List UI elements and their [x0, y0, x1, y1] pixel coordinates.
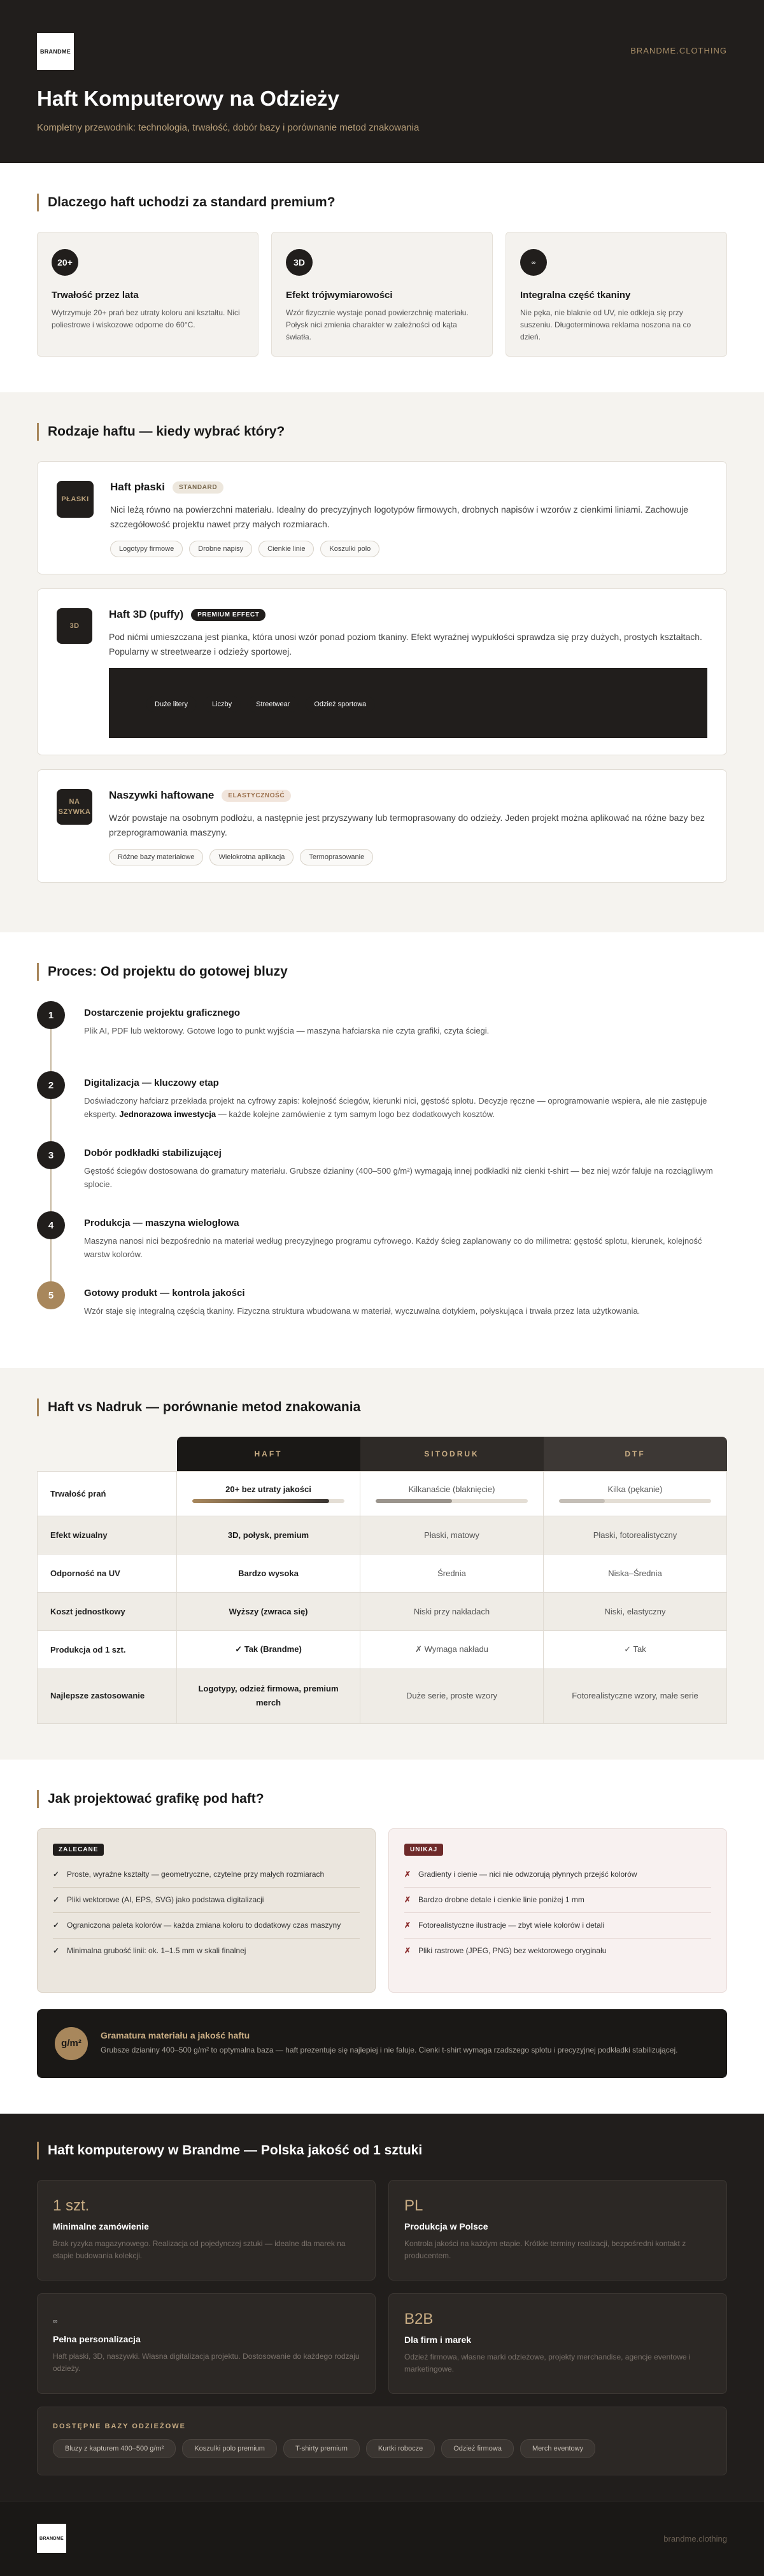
section-title: Haft vs Nadruk — porównanie metod znakowania: [37, 1398, 727, 1416]
cell: ✓ Tak (Brandme): [177, 1630, 360, 1669]
list-item: ✓ Ograniczona paleta kolorów — każda zmiana koloru to dodatkowy czas maszyny: [53, 1913, 360, 1939]
step-title: Gotowy produkt — kontrola jakości: [84, 1288, 245, 1299]
check-icon: ✓: [53, 1869, 60, 1879]
cell: Niski, elastyczny: [544, 1592, 727, 1630]
cell: Płaski, matowy: [360, 1516, 544, 1554]
cell: Niski przy nakładach: [360, 1592, 544, 1630]
type-title: Naszywki haftowane: [109, 789, 215, 801]
process-step: [37, 1071, 727, 1141]
footer-domain[interactable]: brandme.clothing: [663, 2533, 727, 2544]
step-number: 5: [37, 1281, 65, 1309]
infinity-icon: ∞: [520, 249, 547, 276]
step-text: Wzór staje się integralną częścią tkaniny. Fizyczna struktura wbudowana w materiał, wyczuwalna dotykiem, połyskująca i trwała przez lata użytkowania.: [84, 1306, 640, 1316]
list-item: ✓ Pliki wektorowe (AI, EPS, SVG) jako podstawa digitalizacji: [53, 1888, 360, 1913]
cell: Fotorealistyczne wzory, małe serie: [544, 1669, 727, 1723]
list-item: ✗ Fotorealistyczne ilustracje — zbyt wiele kolorów i detali: [404, 1913, 711, 1939]
row-label: Odporność na UV: [38, 1554, 177, 1592]
type-title: Haft płaski: [110, 481, 165, 493]
type-text: Pod nićmi umieszczana jest pianka, która unosi wzór ponad poziom tkaniny. Efekt wyraźnej wypukłości sprawdza się przy dużych, prostych kształtach. Popularny w streetwearze i odzieży sportowej.: [109, 632, 702, 657]
type-tag: Wielokrotna aplikacja: [209, 849, 294, 865]
timeline-line: [50, 1169, 52, 1211]
cell: Wyższy (zwraca się): [177, 1592, 360, 1630]
cell: ✓ Tak: [544, 1630, 727, 1669]
section-title: Rodzaje haftu — kiedy wybrać który?: [37, 423, 727, 441]
row-label: Efekt wizualny: [38, 1516, 177, 1554]
page-subtitle: Kompletny przewodnik: technologia, trwałość, dobór bazy i porównanie metod znakowania: [37, 122, 420, 133]
cell: ✗ Wymaga nakładu: [360, 1630, 544, 1669]
why-card: [506, 232, 727, 357]
type-tag: Różne bazy materiałowe: [109, 849, 203, 865]
timeline-line: [50, 1099, 52, 1141]
section-title: Haft komputerowy w Brandme — Polska jakość od 1 sztuki: [37, 2142, 727, 2160]
step-title: Digitalizacja — kluczowy etap: [84, 1078, 219, 1088]
step-text: Plik AI, PDF lub wektorowy. Gotowe logo to punkt wyjścia — maszyna hafciarska nie czyta grafiki, czyta ściegi.: [84, 1026, 490, 1035]
gsm-text: Grubsze dzianiny 400–500 g/m² to optymalna baza — haft prezentuje się najlepiej i nie faluje. Cienki t-shirt wymaga rzadszego splotu i precyzyjnej podkładki stabilizującej.: [101, 2046, 678, 2054]
type-tag: Odzież sportowa: [305, 696, 375, 713]
step-number: 2: [37, 1071, 65, 1099]
table-row: [38, 1516, 727, 1554]
feature-card: PL Produkcja w Polsce Kontrola jakości na każdym etapie. Krótkie terminy realizacji, bezpośredni kontakt z producentem.: [388, 2180, 727, 2281]
why-section: [0, 163, 764, 392]
flat-embroidery-icon: PŁASKI: [57, 481, 94, 518]
type-tag: Koszulki polo: [320, 541, 379, 557]
process-step: [37, 1001, 727, 1071]
durability-bar: [376, 1499, 528, 1503]
cell: Kilkanaście (blaknięcie): [360, 1471, 544, 1516]
why-card: [37, 232, 258, 357]
footer: [0, 2501, 764, 2576]
row-label: Produkcja od 1 szt.: [38, 1630, 177, 1669]
gsm-info-box: [37, 2009, 727, 2078]
compare-section: [0, 1368, 764, 1760]
3d-badge: 3D: [286, 249, 313, 276]
row-label: Koszt jednostkowy: [38, 1592, 177, 1630]
card-title: Trwałość przez lata: [52, 290, 139, 301]
base-tag: Kurtki robocze: [366, 2439, 435, 2458]
list-item: ✓ Proste, wyraźne kształty — geometryczne, czytelne przy małych rozmiarach: [53, 1862, 360, 1888]
types-section: [0, 392, 764, 932]
feature-card: ∞ Pełna personalizacja Haft płaski, 3D, naszywki. Własna digitalizacja projektu. Dostosowanie do każdego rodzaju odzieży.: [37, 2293, 376, 2394]
brandme-section: [0, 2114, 764, 2501]
type-title: Haft 3D (puffy): [109, 608, 184, 620]
bases-box: [37, 2407, 727, 2475]
footer-logo[interactable]: BRANDME: [37, 2524, 66, 2553]
type-tag: Streetwear: [247, 696, 299, 713]
process-step: [37, 1211, 727, 1281]
process-step: [37, 1141, 727, 1211]
type-badge: ELASTYCZNOŚĆ: [222, 790, 291, 802]
type-card-flat: [37, 461, 727, 574]
type-tag: Liczby: [203, 696, 241, 713]
type-badge: STANDARD: [173, 481, 223, 494]
patch-icon: NA SZYWKA: [57, 789, 92, 825]
type-text: Nici leżą równo na powierzchni materiału. Idealny do precyzyjnych logotypów firmowych, drobnych napisów i wzorów z cienkimi liniami. Zachowuje szczegółowość projektu nawet przy małych rozmiarach.: [110, 504, 689, 529]
brand-logo[interactable]: BRANDME: [37, 33, 74, 70]
gsm-badge: g/m²: [55, 2027, 88, 2060]
gsm-title: Gramatura materiału a jakość haftu: [101, 2030, 250, 2040]
type-text: Wzór powstaje na osobnym podłożu, a następnie jest przyszywany lub termoprasowany do odzieży. Jeden projekt można aplikować na różne bazy bez przeprogramowania maszyny.: [109, 813, 705, 837]
cell: Płaski, fotorealistyczny: [544, 1516, 727, 1554]
cell: 3D, połysk, premium: [177, 1516, 360, 1554]
step-title: Dobór podkładki stabilizującej: [84, 1148, 222, 1158]
base-tag: Odzież firmowa: [441, 2439, 514, 2458]
recommended-box: [37, 1828, 376, 1993]
avoid-label: UNIKAJ: [404, 1844, 443, 1856]
comparison-table: [37, 1437, 727, 1724]
type-tag: Termoprasowanie: [300, 849, 373, 865]
list-item: ✗ Pliki rastrowe (JPEG, PNG) bez wektorowego oryginału: [404, 1939, 711, 1963]
row-label: Najlepsze zastosowanie: [38, 1669, 177, 1723]
why-card: [271, 232, 493, 357]
cell: Niska–Średnia: [544, 1554, 727, 1592]
type-tag: Drobne napisy: [189, 541, 252, 557]
step-text: Maszyna nanosi nici bezpośrednio na materiał według precyzyjnego programu cyfrowego. Każdy ścieg zaplanowany co do milimetra: gęstość splotu, kierunek, kolejność warstw kolorów.: [84, 1236, 702, 1259]
feature-card: 1 szt. Minimalne zamówienie Brak ryzyka magazynowego. Realizacja od pojedynczej sztuki — idealne dla marek na etapie budowania kolekcji.: [37, 2180, 376, 2281]
feature-card: B2B Dla firm i marek Odzież firmowa, własne marki odzieżowe, projekty merchandise, agencje eventowe i marketingowe.: [388, 2293, 727, 2394]
recommended-label: ZALECANE: [53, 1844, 104, 1856]
base-tag: T-shirty premium: [283, 2439, 360, 2458]
step-number: 1: [37, 1001, 65, 1029]
infinity-icon: ∞: [53, 2317, 58, 2325]
card-text: Nie pęka, nie blaknie od UV, nie odkleja się przy suszeniu. Długoterminowa reklama noszona na co dzień.: [520, 308, 691, 341]
step-number: 3: [37, 1141, 65, 1169]
table-row: [38, 1669, 727, 1723]
section-title: Jak projektować grafikę pod haft?: [37, 1790, 727, 1808]
step-title: Dostarczenie projektu graficznego: [84, 1007, 241, 1018]
table-row: [38, 1592, 727, 1630]
list-item: ✗ Gradienty i cienie — nici nie odwzorują płynnych przejść kolorów: [404, 1862, 711, 1888]
section-title: Dlaczego haft uchodzi za standard premium?: [37, 194, 727, 211]
card-text: Wytrzymuje 20+ prań bez utraty koloru ani kształtu. Nici poliestrowe i wiskozowe odporne do 60°C.: [52, 308, 240, 329]
row-label: Trwałość prań: [38, 1471, 177, 1516]
step-text: Gęstość ściegów dostosowana do gramatury materiału. Grubsze dzianiny (400–500 g/m²) wymagają innej podkładki niż cienki t-shirt — bez niej wzór faluje na rozciągliwym splocie.: [84, 1166, 713, 1189]
process-section: [0, 932, 764, 1368]
durability-badge: 20+: [52, 249, 78, 276]
section-title: Proces: Od projektu do gotowej bluzy: [37, 963, 727, 981]
base-tag: Merch eventowy: [520, 2439, 595, 2458]
cell: Duże serie, proste wzory: [360, 1669, 544, 1723]
process-step: [37, 1281, 727, 1332]
avoid-box: [388, 1828, 727, 1993]
durability-bar: [559, 1499, 711, 1503]
list-item: ✓ Minimalna grubość linii: ok. 1–1.5 mm w skali finalnej: [53, 1939, 360, 1963]
check-icon: ✓: [53, 1920, 60, 1930]
type-card-patch: [37, 769, 727, 883]
cell: Kilka (pękanie): [544, 1471, 727, 1516]
list-item: ✗ Bardzo drobne detale i cienkie linie poniżej 1 mm: [404, 1888, 711, 1913]
cross-icon: ✗: [404, 1895, 411, 1904]
step-number: 4: [37, 1211, 65, 1239]
durability-bar: [192, 1499, 344, 1503]
table-row: [38, 1471, 727, 1516]
timeline-line: [50, 1029, 52, 1071]
cell: 20+ bez utraty jakości: [177, 1471, 360, 1516]
col-header-sitodruk: SITODRUK: [360, 1437, 544, 1471]
type-tag: Logotypy firmowe: [110, 541, 183, 557]
cell: Bardzo wysoka: [177, 1554, 360, 1592]
type-tag: Duże litery: [146, 696, 197, 713]
card-title: Efekt trójwymiarowości: [286, 290, 393, 301]
type-tag: Cienkie linie: [258, 541, 314, 557]
base-tag: Bluzy z kapturem 400–500 g/m²: [53, 2439, 176, 2458]
timeline-line: [50, 1239, 52, 1281]
design-section: [0, 1760, 764, 2114]
step-title: Produkcja — maszyna wielogłowa: [84, 1218, 239, 1228]
page-title: Haft Komputerowy na Odzieży: [37, 87, 339, 110]
hero: [0, 0, 764, 163]
cross-icon: ✗: [404, 1869, 411, 1879]
base-tag: Koszulki polo premium: [182, 2439, 277, 2458]
col-header-haft: HAFT: [177, 1437, 360, 1471]
check-icon: ✓: [53, 1895, 60, 1904]
cell: Średnia: [360, 1554, 544, 1592]
type-badge: PREMIUM EFFECT: [191, 609, 265, 621]
card-title: Integralna część tkaniny: [520, 290, 631, 301]
cell: Logotypy, odzież firmowa, premium merch: [177, 1669, 360, 1723]
table-row: [38, 1554, 727, 1592]
col-header-dtf: DTF: [544, 1437, 727, 1471]
bases-title: DOSTĘPNE BAZY ODZIEŻOWE: [53, 2422, 186, 2430]
type-card-3d: [37, 588, 727, 755]
cross-icon: ✗: [404, 1946, 411, 1955]
step-text: Doświadczony hafciarz przekłada projekt na cyfrowy zapis: kolejność ściegów, kierunki nici, gęstość splotu. Decyzje ręczne — oprogramowanie wspiera, ale nie zastępuje eksperty. Jednorazowa inwestycja — każde kolejne zamówienie z tym samym logo bez dodatkowych kosztów.: [84, 1096, 707, 1119]
card-text: Wzór fizycznie wystaje ponad powierzchnię materiału. Połysk nici zmienia charakter w zależności od kąta światła.: [286, 308, 469, 341]
brand-domain[interactable]: BRANDME.CLOTHING: [630, 46, 727, 55]
cross-icon: ✗: [404, 1920, 411, 1930]
table-row: [38, 1630, 727, 1669]
check-icon: ✓: [53, 1946, 60, 1955]
puffy-embroidery-icon: 3D: [57, 608, 92, 644]
